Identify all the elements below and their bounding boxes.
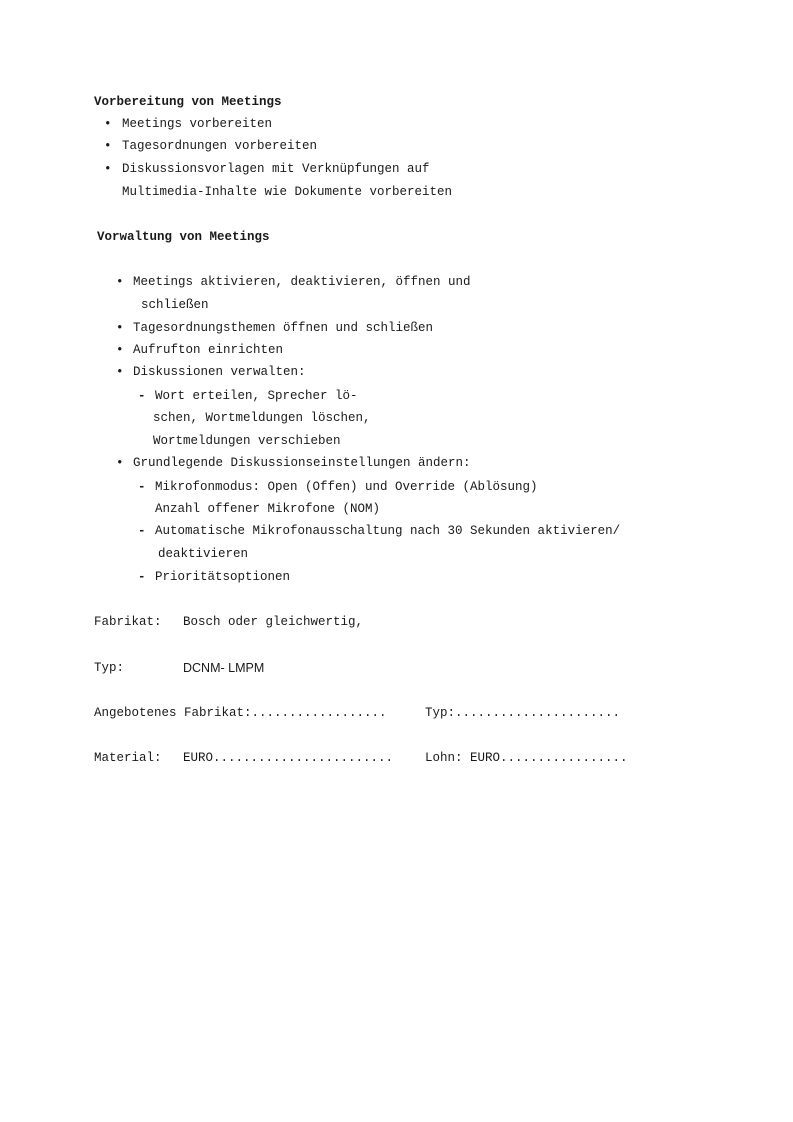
- list-item: Aufrufton einrichten: [133, 343, 284, 357]
- section-heading-preparation: Vorbereitung von Meetings: [94, 95, 282, 109]
- typ-value: DCNM- LMPM: [183, 661, 265, 675]
- dash-icon: -: [138, 570, 146, 584]
- list-item: Grundlegende Diskussionseinstellungen ändern:: [133, 456, 471, 470]
- sub-list-item: Mikrofonmodus: Open (Offen) und Override (Ablösung): [155, 480, 538, 494]
- sub-list-item-continuation: Wortmeldungen verschieben: [153, 434, 341, 448]
- material-value-field: EURO........................: [183, 751, 394, 765]
- list-item: Diskussionsvorlagen mit Verknüpfungen auf: [122, 162, 430, 176]
- bullet-icon: •: [116, 275, 124, 289]
- fabrikat-value: Bosch oder gleichwertig,: [183, 615, 364, 629]
- sub-list-item-continuation: schen, Wortmeldungen löschen,: [153, 411, 371, 425]
- typ-label: Typ:: [94, 661, 125, 675]
- sub-list-item: Prioritätsoptionen: [155, 570, 291, 584]
- section-heading-administration: Vorwaltung von Meetings: [97, 230, 270, 244]
- dash-icon: -: [138, 524, 146, 538]
- bullet-icon: •: [104, 117, 112, 131]
- list-item-continuation: schließen: [141, 298, 209, 312]
- bullet-icon: •: [116, 343, 124, 357]
- sub-list-item-continuation: deaktivieren: [158, 547, 249, 561]
- sub-list-item-continuation: Anzahl offener Mikrofone (NOM): [155, 502, 381, 516]
- fabrikat-label: Fabrikat:: [94, 615, 162, 629]
- list-item: Tagesordnungsthemen öffnen und schließen: [133, 321, 434, 335]
- list-item: Diskussionen verwalten:: [133, 365, 306, 379]
- bullet-icon: •: [104, 162, 112, 176]
- bullet-icon: •: [116, 365, 124, 379]
- offered-typ-field: Typ:......................: [425, 706, 621, 720]
- offered-fabrikat-field: Angebotenes Fabrikat:..................: [94, 706, 387, 720]
- material-label: Material:: [94, 751, 162, 765]
- list-item-continuation: Multimedia-Inhalte wie Dokumente vorbereiten: [122, 185, 453, 199]
- lohn-value-field: Lohn: EURO.................: [425, 751, 628, 765]
- sub-list-item: Automatische Mikrofonausschaltung nach 30 Sekunden aktivieren/: [155, 524, 621, 538]
- bullet-icon: •: [116, 456, 124, 470]
- dash-icon: -: [138, 389, 146, 403]
- sub-list-item: Wort erteilen, Sprecher lö-: [155, 389, 358, 403]
- list-item: Tagesordnungen vorbereiten: [122, 139, 318, 153]
- list-item: Meetings vorbereiten: [122, 117, 273, 131]
- bullet-icon: •: [104, 139, 112, 153]
- list-item: Meetings aktivieren, deaktivieren, öffnen und: [133, 275, 471, 289]
- bullet-icon: •: [116, 321, 124, 335]
- dash-icon: -: [138, 480, 146, 494]
